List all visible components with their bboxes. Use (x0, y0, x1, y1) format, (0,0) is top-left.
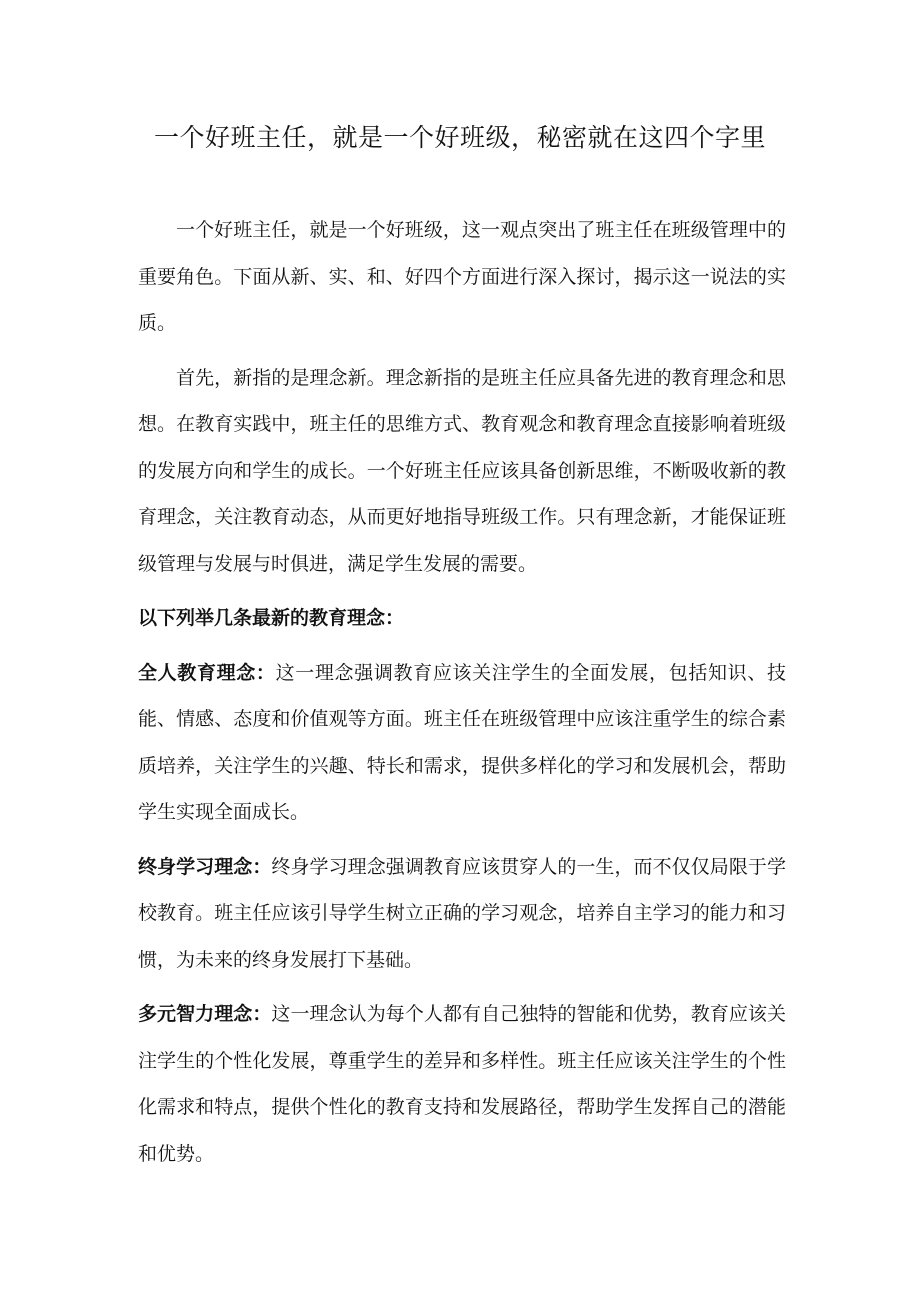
concept-text: 这一理念强调教育应该关注学生的全面发展，包括知识、技能、情感、态度和价值观等方面。班主任在班级管理中应该注重学生的综合素质培养，关注学生的兴趣、特长和需求，提供多样化的学习和发展机会，帮助学生实现全面成长。 (138, 661, 786, 823)
concept-list-heading: 以下列举几条最新的教育理念： (138, 607, 405, 629)
first-point-paragraph: 首先，新指的是理念新。理念新指的是班主任应具备先进的教育理念和思想。在教育实践中，班主任的思维方式、教育观念和教育理念直接影响着班级的发展方向和学生的成长。一个好班主任应该具备创新思维，不断吸收新的教育理念，关注教育动态，从而更好地指导班级工作。只有理念新，才能保证班级管理与发展与时俱进，满足学生发展的需要。 (138, 366, 786, 575)
concept-text: 终身学习理念强调教育应该贯穿人的一生，而不仅仅局限于学校教育。班主任应该引导学生树立正确的学习观念，培养自主学习的能力和习惯，为未来的终身发展打下基础。 (138, 855, 786, 971)
intro-paragraph: 一个好班主任，就是一个好班级，这一观点突出了班主任在班级管理中的重要角色。下面从新、实、和、好四个方面进行深入探讨，揭示这一说法的实质。 (138, 219, 786, 334)
concept-term: 终身学习理念： (138, 855, 272, 878)
concept-text: 这一理念认为每个人都有自己独特的智能和优势，教育应该关注学生的个性化发展，尊重学生的差异和多样性。班主任应该关注学生的个性化需求和特点，提供个性化的教育支持和发展路径，帮助学生发挥自己的潜能和优势。 (138, 1003, 786, 1165)
concept-paragraph-lifelong (138, 844, 786, 984)
concept-paragraph-holistic (138, 650, 786, 836)
concept-paragraph-multiple-intelligences (138, 991, 786, 1177)
concept-term: 多元智力理念： (138, 1003, 272, 1025)
document-body (138, 207, 786, 1185)
concept-term: 全人教育理念： (138, 661, 276, 684)
page-title: 一个好班主任，就是一个好班级，秘密就在这四个字里 (153, 123, 766, 152)
